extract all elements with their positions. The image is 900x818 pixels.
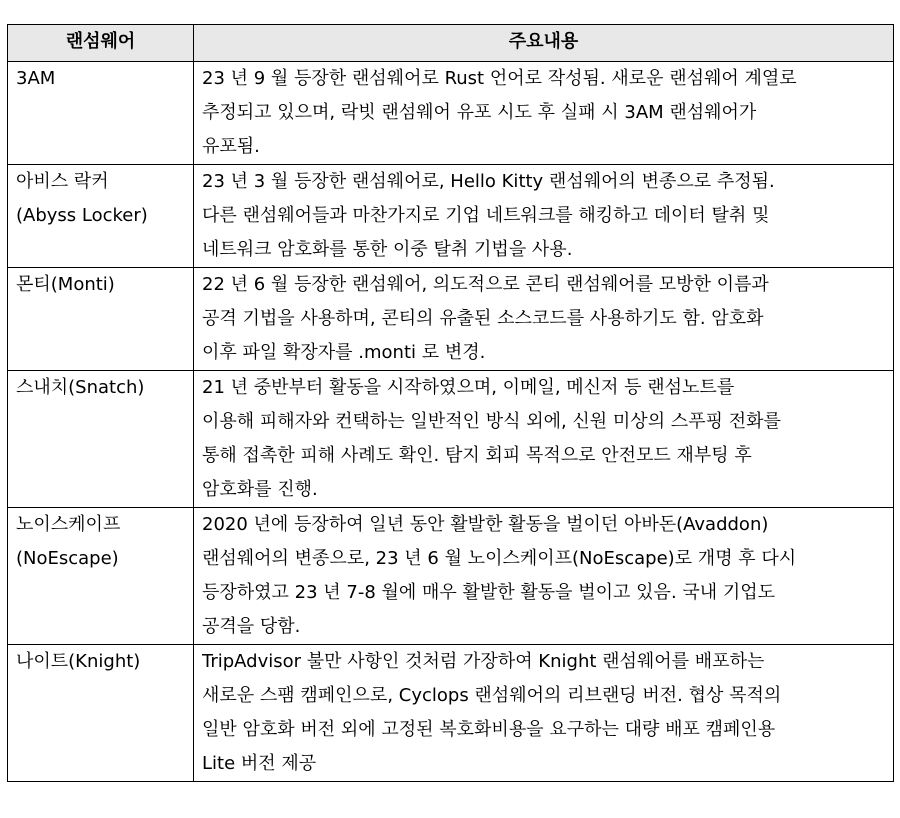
ransomware-description: 21 년 중반부터 활동을 시작하였으며, 이메일, 메신저 등 랜섬노트를 이용해 피해자와 컨택하는 일반적인 방식 외에, 신원 미상의 스푸핑 전화를 통해 접촉한 피해 사례도 확인. 탐지 회피 목적으로 안전모드 재부팅 후 암호화를 진행. <box>194 371 894 508</box>
ransomware-description: 23 년 3 월 등장한 랜섬웨어로, Hello Kitty 랜섬웨어의 변종으로 추정됨. 다른 랜섬웨어들과 마찬가지로 기업 네트워크를 해킹하고 데이터 탈취 및 네트워크 암호화를 통한 이중 탈취 기법을 사용. <box>194 165 894 268</box>
ransomware-name: 몬티(Monti) <box>8 268 194 371</box>
table-row <box>8 268 894 371</box>
ransomware-description: 22 년 6 월 등장한 랜섬웨어, 의도적으로 콘티 랜섬웨어를 모방한 이름과 공격 기법을 사용하며, 콘티의 유출된 소스코드를 사용하기도 함. 암호화 이후 파일 확장자를 .monti 로 변경. <box>194 268 894 371</box>
table-row <box>8 62 894 165</box>
table-row <box>8 371 894 508</box>
table-header-row <box>8 25 894 62</box>
header-main-content: 주요내용 <box>194 25 894 62</box>
table-row <box>8 508 894 645</box>
ransomware-description: 23 년 9 월 등장한 랜섬웨어로 Rust 언어로 작성됨. 새로운 랜섬웨어 계열로 추정되고 있으며, 락빗 랜섬웨어 유포 시도 후 실패 시 3AM 랜섬웨어가 유포됨. <box>194 62 894 165</box>
table-row <box>8 645 894 782</box>
table-row <box>8 165 894 268</box>
ransomware-table <box>7 24 894 782</box>
ransomware-description: 2020 년에 등장하여 일년 동안 활발한 활동을 벌이던 아바돈(Avaddon) 랜섬웨어의 변종으로, 23 년 6 월 노이스케이프(NoEscape)로 개명 후 다시 등장하였고 23 년 7-8 월에 매우 활발한 활동을 벌이고 있음. 국내 기업도 공격을 당함. <box>194 508 894 645</box>
ransomware-name: 나이트(Knight) <box>8 645 194 782</box>
ransomware-name: 아비스 락커 (Abyss Locker) <box>8 165 194 268</box>
ransomware-name: 3AM <box>8 62 194 165</box>
ransomware-name: 스내치(Snatch) <box>8 371 194 508</box>
ransomware-description: TripAdvisor 불만 사항인 것처럼 가장하여 Knight 랜섬웨어를 배포하는 새로운 스팸 캠페인으로, Cyclops 랜섬웨어의 리브랜딩 버전. 협상 목적의 일반 암호화 버전 외에 고정된 복호화비용을 요구하는 대량 배포 캠페인용 Lite 버전 제공 <box>194 645 894 782</box>
header-ransomware: 랜섬웨어 <box>8 25 194 62</box>
ransomware-name: 노이스케이프 (NoEscape) <box>8 508 194 645</box>
